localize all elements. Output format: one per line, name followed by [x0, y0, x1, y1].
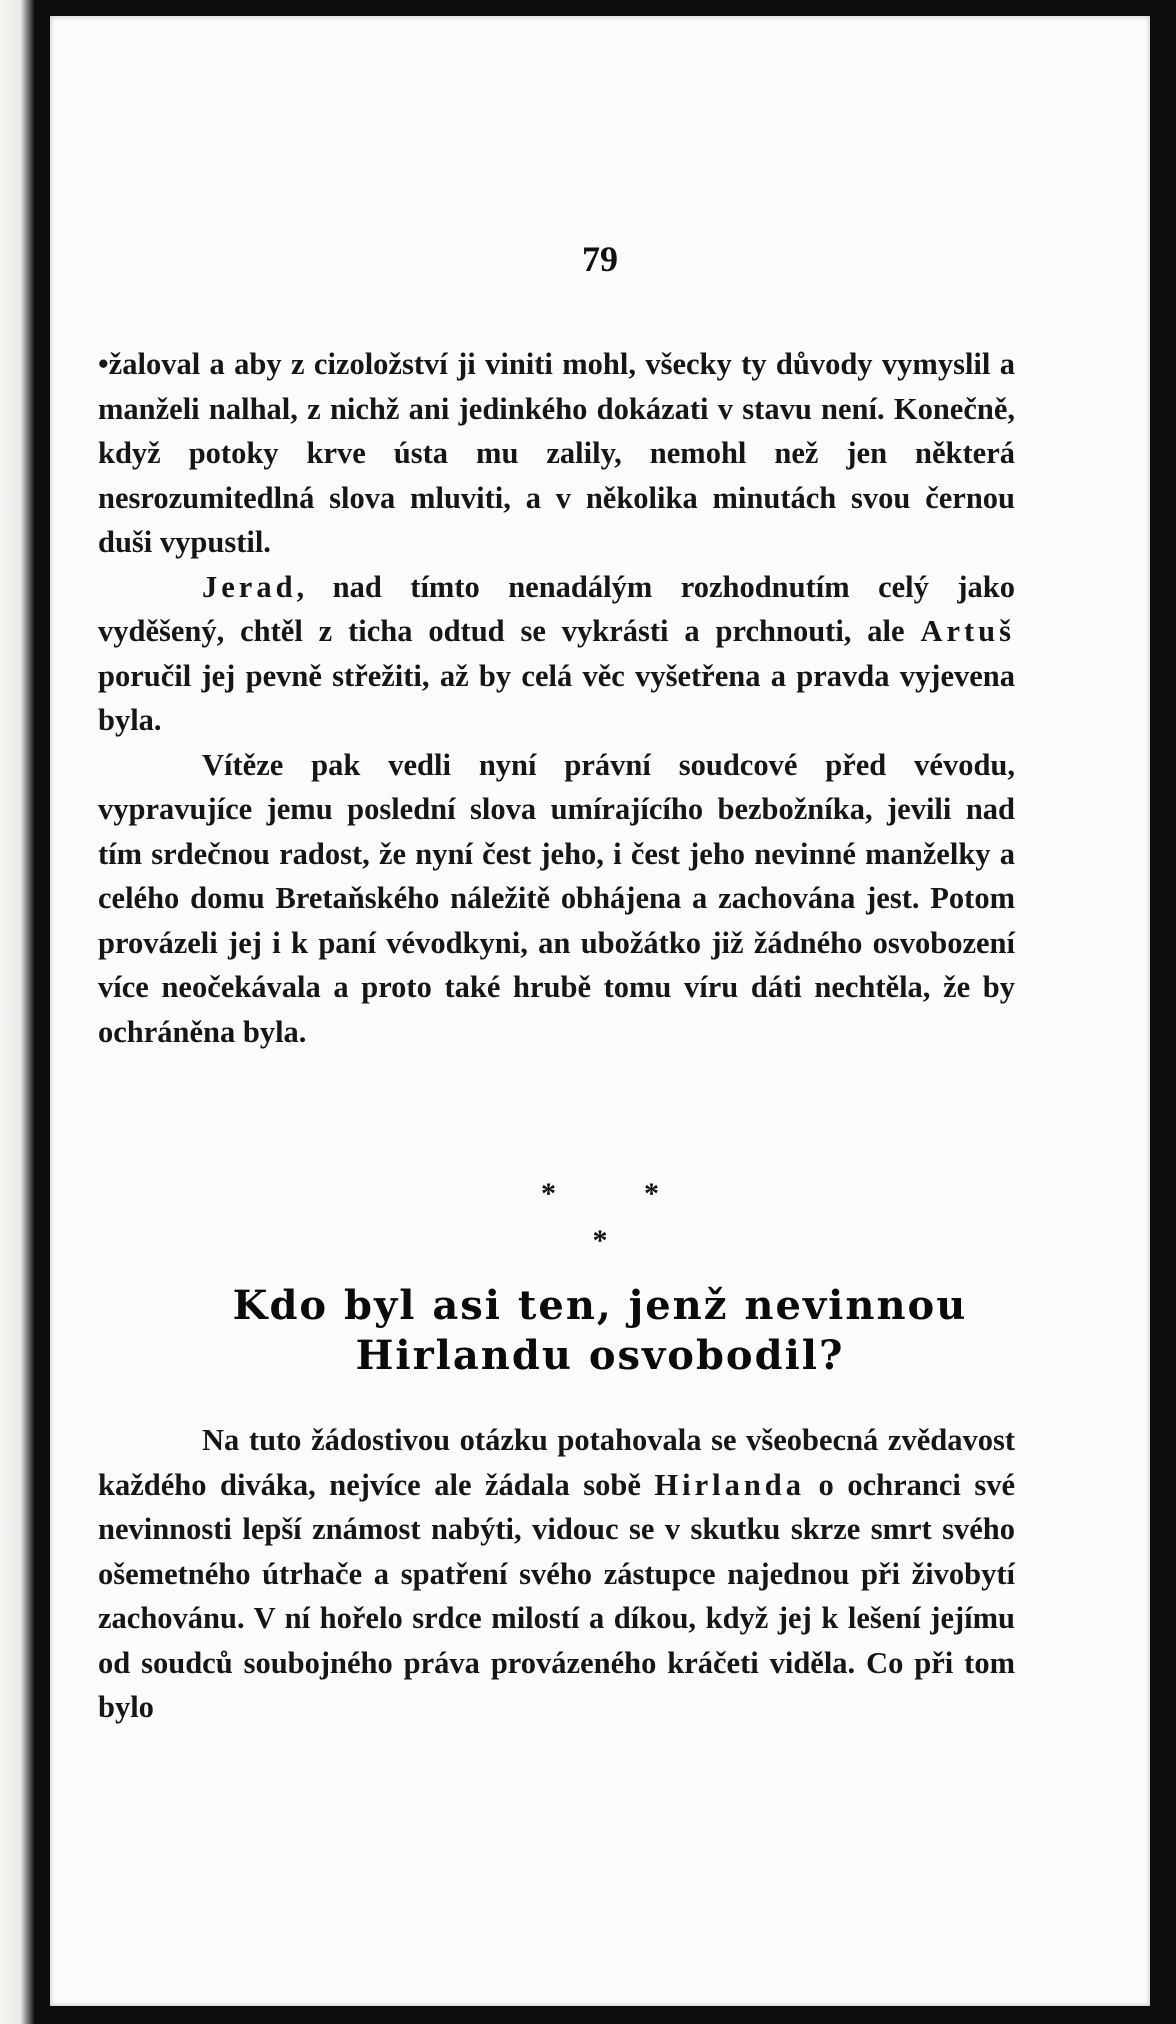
text-block-lower — [98, 1418, 1015, 1730]
section-divider-top — [50, 1177, 1150, 1211]
name-jerad: Jerad — [202, 569, 297, 604]
paragraph-1: •žaloval a aby z cizoložství ji viniti mohl, všecky ty důvody vymyslil a manželi nalhal, z nichž ani jedinkého dokázati v stavu není. Konečně, když potoky krve ústa mu zalily, nemohl než jen některá nesrozumitedlná slova mluviti, a v několika minutách svou černou duši vypustil. — [98, 347, 1015, 559]
book-page — [50, 16, 1150, 2006]
heading-line-1: Kdo byl asi ten, jenž nevinnou — [232, 1282, 968, 1329]
paragraph-4 — [98, 1418, 1015, 1730]
page-number: 79 — [582, 239, 618, 279]
paragraph-2-text-b: poručil jej pevně střežiti, až by celá věc vyšetřena a pravda vyjevena byla. — [98, 658, 1015, 737]
paragraph-4-text-a: Na tuto žádostivou otázku potahovala se všeobecná zvědavost každého diváka, nejvíce ale žádala sobě — [98, 1423, 1015, 1502]
asterisk-right: * — [644, 1177, 659, 1210]
asterisk-center: * — [592, 1224, 608, 1257]
paragraph-2 — [98, 565, 1015, 743]
heading-line-2: Hirlandu osvobodil? — [355, 1332, 845, 1379]
chapter-heading — [50, 1281, 1150, 1381]
section-divider-bottom — [50, 1224, 1150, 1258]
asterisk-left: * — [541, 1177, 556, 1210]
paragraph-4-text-b: o ochranci své nevinnosti lepší známost nabýti, vidouc se v skutku skrze smrt svého ošemetného útrhače a spatření svého zástupce najednou při živobytí zachovánu. V ní hořelo srdce milostí a díkou, když jej k lešení jejímu od soudců soubojného práva provázeného kráčeti viděla. Co při tom bylo — [98, 1467, 1015, 1724]
page-left-edge — [0, 0, 34, 2024]
name-hirlanda: Hirlanda — [654, 1467, 806, 1502]
paragraph-2-text-a: , nad tímto nenadálým rozhodnutím celý jako vyděšený, chtěl z ticha odtud se vykrásti a prchnouti, ale — [98, 569, 1015, 648]
text-block-upper — [98, 342, 1015, 1054]
name-artus: Artuš — [920, 614, 1015, 648]
paragraph-3: Vítěze pak vedli nyní právní soudcové před vévodu, vypravujíce jemu poslední slova umírajícího bezbožníka, jevili nad tím srdečnou radost, že nyní čest jeho, i čest jeho nevinné manželky a celého domu Bretaňského náležitě obhájena a zachována jest. Potom provázeli jej i k paní vévodkyni, an ubožátko již žádného osvobození více neočekávala a proto také hrubě tomu víru dáti nechtěla, že by ochráněna byla. — [98, 747, 1015, 1049]
